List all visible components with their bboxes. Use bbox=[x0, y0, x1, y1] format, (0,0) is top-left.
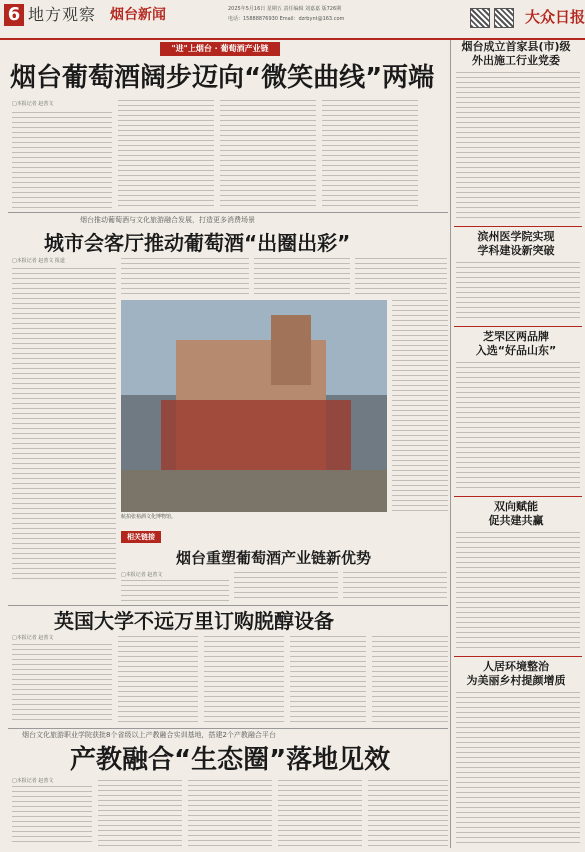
divider bbox=[454, 226, 582, 227]
article-title: 产教融合“生态圈”落地见效 bbox=[70, 745, 391, 775]
sidebar-title: 促共建共赢 bbox=[488, 514, 544, 527]
sidebar-title: 人居环境整治 bbox=[483, 660, 549, 673]
article-body bbox=[372, 636, 448, 724]
article-body bbox=[12, 786, 92, 846]
photo-caption: 航拍张裕酒文化博物馆。 bbox=[121, 514, 177, 520]
article-body bbox=[322, 100, 418, 208]
section-name: 地方观察 bbox=[28, 5, 97, 24]
article-body bbox=[368, 780, 448, 846]
sidebar-body bbox=[456, 362, 580, 492]
article-body bbox=[118, 636, 198, 724]
divider bbox=[8, 212, 448, 213]
qr-code-icon bbox=[470, 8, 490, 28]
sidebar-title: 滨州医学院实现 bbox=[477, 230, 555, 243]
sidebar-title: 双向赋能 bbox=[494, 500, 538, 513]
article-title: 城市会客厅推动葡萄酒“出圈出彩” bbox=[44, 231, 351, 255]
article-title: 烟台葡萄酒阔步迈向“微笑曲线”两端 bbox=[10, 63, 435, 93]
article-body bbox=[392, 300, 448, 512]
article-body bbox=[98, 780, 182, 846]
sidebar-body bbox=[456, 532, 580, 652]
article-kicker: 烟台推动葡萄酒与文化旅游融合发展，打造更多消费场景 bbox=[80, 216, 255, 224]
divider bbox=[8, 728, 448, 729]
article-body bbox=[343, 572, 447, 602]
article-body bbox=[254, 258, 350, 296]
article-body bbox=[12, 268, 116, 580]
topic-tag: "进"上烟台 · 葡萄酒产业链 bbox=[160, 42, 280, 56]
article-body bbox=[204, 636, 284, 724]
article-body bbox=[278, 780, 362, 846]
divider bbox=[454, 656, 582, 657]
sidebar-body bbox=[456, 692, 580, 846]
article-byline: □本报记者 赵善文 bbox=[12, 635, 54, 641]
sidebar-title: 外出施工行业党委 bbox=[472, 54, 560, 67]
contact-info: 电话：15888876930 Email：dzrbynt@163.com bbox=[228, 16, 345, 22]
article-photo bbox=[121, 300, 387, 512]
article-body bbox=[290, 636, 366, 724]
page-number: 6 bbox=[4, 4, 24, 26]
article-body bbox=[121, 580, 229, 602]
article-byline: □本报记者 赵善文 bbox=[12, 778, 54, 784]
divider bbox=[8, 605, 448, 606]
article-byline: □本报记者 赵善文 bbox=[121, 572, 163, 578]
related-link-label: 相关链接 bbox=[121, 531, 161, 543]
article-body bbox=[12, 112, 112, 208]
article-kicker: 烟台文化旅游职业学院获批8个省级以上产教融合实训基地，搭建2个产教融合平台 bbox=[22, 731, 276, 739]
sidebar-title: 芝罘区两品牌 bbox=[483, 330, 549, 343]
sidebar-title: 入选“好品山东” bbox=[475, 344, 557, 357]
column-divider bbox=[450, 40, 451, 848]
sidebar-body bbox=[456, 72, 580, 222]
article-body bbox=[220, 100, 316, 208]
article-body bbox=[188, 780, 272, 846]
qr-code-icon bbox=[494, 8, 514, 28]
divider bbox=[454, 496, 582, 497]
edition-meta: 2025年5月16日 星期五 责任编辑 刘嘉嘉 版726期 bbox=[228, 6, 342, 12]
article-byline: □本报记者 赵善文 报道 bbox=[12, 258, 65, 264]
sidebar-title: 学科建设新突破 bbox=[477, 244, 555, 257]
sidebar-title: 烟台成立首家县(市)级 bbox=[461, 40, 571, 53]
article-body bbox=[118, 100, 214, 208]
newspaper-logo: 大众日报 bbox=[525, 8, 585, 26]
article-byline: □本报记者 赵善文 bbox=[12, 101, 54, 107]
article-title: 烟台重塑葡萄酒产业链新优势 bbox=[176, 549, 372, 567]
article-body bbox=[12, 644, 112, 724]
article-title: 英国大学不远万里订购脱醇设备 bbox=[54, 609, 334, 633]
article-body bbox=[121, 258, 249, 296]
sidebar-body bbox=[456, 262, 580, 322]
divider bbox=[454, 326, 582, 327]
article-body bbox=[234, 572, 338, 602]
sidebar-title: 为美丽乡村提颜增质 bbox=[466, 674, 566, 687]
article-body bbox=[355, 258, 447, 296]
subsection-name: 烟台新闻 bbox=[110, 7, 166, 23]
